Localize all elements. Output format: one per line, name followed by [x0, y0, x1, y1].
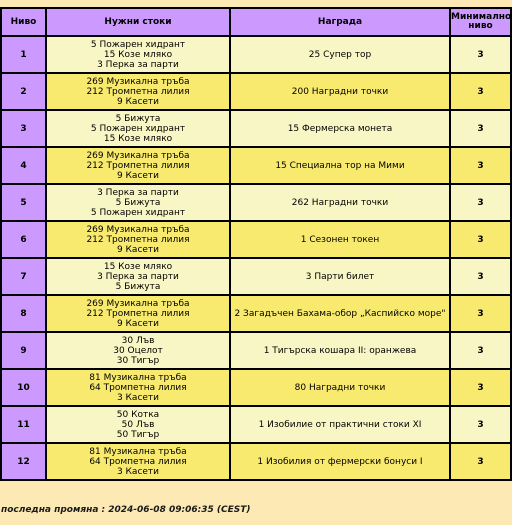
- level-cell: 9: [1, 332, 46, 369]
- level-cell: 10: [1, 369, 46, 406]
- min-level-cell: 3: [450, 332, 511, 369]
- level-cell: 1: [1, 36, 46, 73]
- reward-cell: 262 Наградни точки: [230, 184, 450, 221]
- required-item: 15 Козе мляко: [103, 261, 173, 272]
- required-items-cell: [46, 369, 230, 406]
- required-item: 30 Оцелот: [113, 345, 163, 356]
- table-row: [1, 332, 511, 369]
- required-item: 50 Тигър: [116, 429, 160, 440]
- table-row: [1, 73, 511, 110]
- reward-cell: 25 Супер тор: [230, 36, 450, 73]
- min-level-cell: 3: [450, 73, 511, 110]
- required-item: 5 Бижута: [115, 197, 161, 208]
- required-item: 3 Касети: [116, 392, 160, 403]
- required-item: 212 Тромпетна лилия: [86, 160, 190, 171]
- header-min-level-line1: Минимално: [451, 12, 512, 22]
- reward-cell: 3 Парти билет: [230, 258, 450, 295]
- level-cell: 5: [1, 184, 46, 221]
- required-item: 50 Котка: [116, 409, 160, 420]
- required-item: 3 Перка за парти: [97, 59, 179, 70]
- table-header-row: [1, 8, 511, 36]
- reward-cell: 1 Изобилие от практични стоки XI: [230, 406, 450, 443]
- table-row: [1, 258, 511, 295]
- required-item: 9 Касети: [116, 318, 160, 329]
- required-item: 64 Тромпетна лилия: [89, 382, 187, 393]
- required-item: 212 Тромпетна лилия: [86, 308, 190, 319]
- level-cell: 3: [1, 110, 46, 147]
- level-cell: 12: [1, 443, 46, 480]
- min-level-cell: 3: [450, 147, 511, 184]
- min-level-cell: 3: [450, 443, 511, 480]
- required-item: 3 Перка за парти: [97, 271, 179, 282]
- table-body: [1, 36, 511, 480]
- required-items-cell: [46, 258, 230, 295]
- table-row: [1, 147, 511, 184]
- required-items-cell: [46, 406, 230, 443]
- required-item: 269 Музикална тръба: [86, 298, 190, 309]
- table-row: [1, 369, 511, 406]
- level-cell: 11: [1, 406, 46, 443]
- reward-cell: 15 Фермерска монета: [230, 110, 450, 147]
- required-items-cell: [46, 295, 230, 332]
- required-item: 3 Касети: [116, 466, 160, 477]
- table-row: [1, 110, 511, 147]
- reward-cell: 1 Сезонен токен: [230, 221, 450, 258]
- required-items-cell: [46, 110, 230, 147]
- min-level-cell: 3: [450, 295, 511, 332]
- required-item: 269 Музикална тръба: [86, 150, 190, 161]
- min-level-cell: 3: [450, 110, 511, 147]
- reward-cell: 15 Специална тор на Мими: [230, 147, 450, 184]
- level-cell: 4: [1, 147, 46, 184]
- table-row: [1, 406, 511, 443]
- required-items-cell: [46, 147, 230, 184]
- reward-cell: 2 Загадъчен Бахама-обор „Каспийско море": [230, 295, 450, 332]
- required-item: 9 Касети: [116, 96, 160, 107]
- required-items-cell: [46, 184, 230, 221]
- required-item: 30 Тигър: [116, 355, 160, 366]
- min-level-cell: 3: [450, 369, 511, 406]
- reward-cell: 200 Наградни точки: [230, 73, 450, 110]
- required-items-cell: [46, 332, 230, 369]
- required-item: 5 Пожарен хидрант: [90, 39, 186, 50]
- required-item: 15 Козе мляко: [103, 133, 173, 144]
- required-item: 81 Музикална тръба: [89, 446, 187, 457]
- required-item: 5 Бижута: [115, 281, 161, 292]
- header-min-level: [450, 8, 511, 36]
- required-item: 15 Козе мляко: [103, 49, 173, 60]
- required-items-cell: [46, 73, 230, 110]
- required-item: 3 Перка за парти: [97, 187, 179, 198]
- required-item: 5 Бижута: [115, 113, 161, 124]
- required-item: 212 Тромпетна лилия: [86, 86, 190, 97]
- required-item: 64 Тромпетна лилия: [89, 456, 187, 467]
- min-level-cell: 3: [450, 221, 511, 258]
- level-cell: 2: [1, 73, 46, 110]
- reward-cell: 1 Изобилия от фермерски бонуси I: [230, 443, 450, 480]
- table-row: [1, 36, 511, 73]
- required-item: 30 Лъв: [121, 335, 155, 346]
- level-cell: 8: [1, 295, 46, 332]
- required-item: 269 Музикална тръба: [86, 224, 190, 235]
- required-item: 9 Касети: [116, 170, 160, 181]
- required-item: 212 Тромпетна лилия: [86, 234, 190, 245]
- required-item: 81 Музикална тръба: [89, 372, 187, 383]
- table-row: [1, 295, 511, 332]
- table-row: [1, 184, 511, 221]
- min-level-cell: 3: [450, 258, 511, 295]
- required-item: 9 Касети: [116, 244, 160, 255]
- last-modified-footer: последна промяна : 2024-06-08 09:06:35 (CEST): [1, 505, 251, 515]
- quest-table: [0, 7, 512, 481]
- table-row: [1, 221, 511, 258]
- level-cell: 7: [1, 258, 46, 295]
- min-level-cell: 3: [450, 36, 511, 73]
- required-item: 5 Пожарен хидрант: [90, 123, 186, 134]
- required-item: 5 Пожарен хидрант: [90, 207, 186, 218]
- header-reward: Награда: [230, 8, 450, 36]
- required-item: 50 Лъв: [121, 419, 155, 430]
- min-level-cell: 3: [450, 184, 511, 221]
- header-level: Ниво: [1, 8, 46, 36]
- required-items-cell: [46, 36, 230, 73]
- min-level-cell: 3: [450, 406, 511, 443]
- header-items: Нужни стоки: [46, 8, 230, 36]
- header-min-level-line2: ниво: [468, 21, 493, 31]
- required-item: 269 Музикална тръба: [86, 76, 190, 87]
- reward-cell: 80 Наградни точки: [230, 369, 450, 406]
- required-items-cell: [46, 221, 230, 258]
- level-cell: 6: [1, 221, 46, 258]
- table-row: [1, 443, 511, 480]
- reward-cell: 1 Тигърска кошара II: оранжева: [230, 332, 450, 369]
- required-items-cell: [46, 443, 230, 480]
